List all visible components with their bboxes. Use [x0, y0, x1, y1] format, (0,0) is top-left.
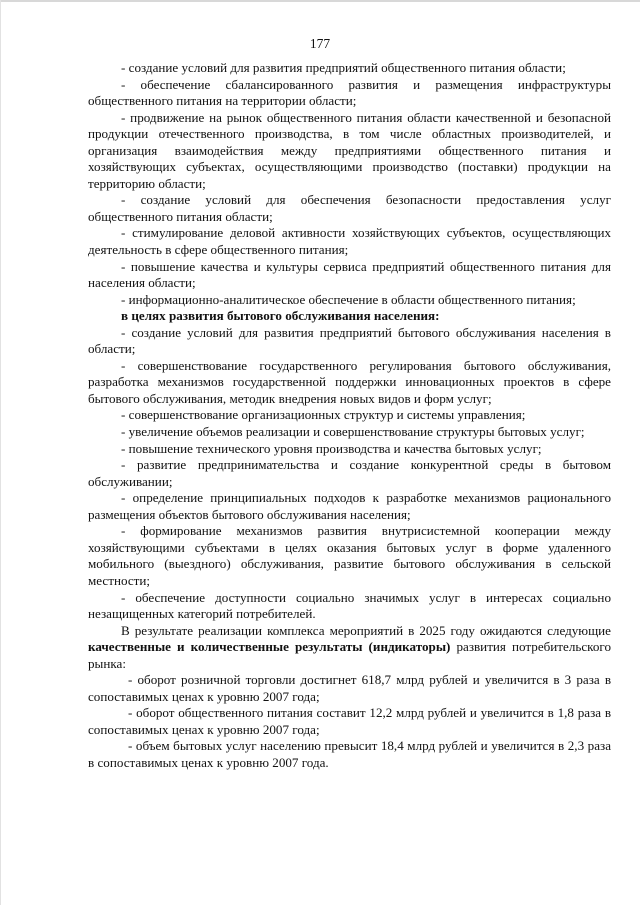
scan-edge-top — [0, 0, 640, 2]
paragraph: - информационно-аналитическое обеспечение в области общественного питания; — [121, 291, 576, 307]
paragraph: - определение принципиальных подходов к разработке механизмов рационального размещения объектов бытового обслуживания населения; — [88, 490, 611, 522]
paragraph: - обеспечение доступности социально значимых услуг в интересах социально незащищенных категорий потребителей. — [88, 589, 611, 622]
paragraph: - повышение технического уровня производства и качества бытовых услуг; — [121, 440, 542, 456]
results-intro-after: развития потребительского рынка: — [88, 639, 611, 671]
paragraph: - увеличение объемов реализации и совершенствование структуры бытовых услуг; — [121, 424, 585, 440]
paragraph: - развитие предпринимательства и создание конкурентной среды в бытовом обслуживании; — [88, 457, 611, 489]
results-intro-before: В результате реализации комплекса мероприятий в 2025 году ожидаются следующие — [121, 622, 611, 638]
result-item: - оборот розничной торговли достигнет 618,7 млрд рублей и увеличится в 3 раза в сопоставимых ценах к уровню 2007 года; — [88, 672, 611, 704]
paragraph: - создание условий для обеспечения безопасности предоставления услуг общественного питания области; — [88, 192, 611, 224]
paragraph: - повышение качества и культуры сервиса предприятий общественного питания для населения области; — [88, 258, 611, 291]
paragraph: - создание условий для развития предприятий бытового обслуживания населения в области; — [88, 324, 611, 357]
scan-edge-left — [0, 0, 1, 905]
paragraph: - формирование механизмов развития внутрисистемной кооперации между хозяйствующими субъектами в целях оказания бытовых услуг в форме удаленного мобильного (выездного) обслуживания, развитие бытового обслуживания в сельской местности; — [88, 523, 611, 588]
paragraph: - обеспечение сбалансированного развития и размещения инфраструктуры общественного питания на территории области; — [88, 76, 611, 109]
paragraph: - создание условий для развития предприятий общественного питания области; — [121, 60, 566, 75]
result-item: - объем бытовых услуг населению превысит 18,4 млрд рублей и увеличится в 2,3 раза в сопоставимых ценах к уровню 2007 года. — [88, 738, 611, 770]
results-intro-bold: качественные и количественные результаты (индикаторы) — [88, 639, 451, 655]
page-number: 177 — [309, 36, 331, 51]
paragraph: - продвижение на рынок общественного питания области качественной и безопасной продукции отечественного производства, в том числе областных производителей, и организация взаимодействия между предприятиями общественного питания и хозяйствующих субъектах, осуществляющими производство (поставки) продукции на территорию области; — [88, 109, 611, 191]
paragraph: - стимулирование деловой активности хозяйствующих субъектов, осуществляющих деятельность в сфере общественного питания; — [88, 225, 611, 258]
result-item: - оборот общественного питания составит 12,2 млрд рублей и увеличится в 1,8 раза в сопоставимых ценах к уровню 2007 года; — [88, 705, 611, 737]
paragraph: - совершенствование государственного регулирования бытового обслуживания, разработка механизмов государственной поддержки инновационных проектов в сфере бытового обслуживания, методик внедрения новых видов и форм услуг; — [88, 357, 611, 406]
paragraph: - совершенствование организационных структур и системы управления; — [121, 407, 526, 423]
section-heading — [88, 308, 611, 325]
results-intro — [88, 623, 611, 673]
document-body — [88, 60, 611, 772]
section-heading-text: в целях развития бытового обслуживания населения: — [121, 308, 440, 324]
